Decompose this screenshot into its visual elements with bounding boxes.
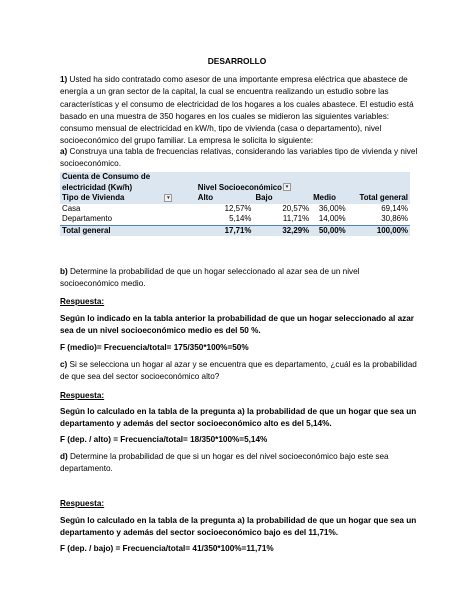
pivot-col-header: Medio	[311, 193, 348, 204]
pivot-header-row-3	[60, 193, 410, 204]
question-d-text: Determine la probabilidad de que si un hogar es del nivel socioeconómico bajo este sea departamento.	[60, 452, 389, 474]
pivot-total-label: Total general	[60, 225, 196, 236]
question-b-letter: b)	[60, 267, 68, 276]
answer-d-text: Según lo calculado en la tabla de la pregunta a) la probabilidad de que un hogar que sea un departamento y además del sector socioeconómico bajo es del 11,71%.	[60, 516, 417, 538]
pivot-row-label: Casa	[62, 203, 81, 213]
pivot-header-row-1	[60, 172, 410, 183]
question-d	[60, 451, 420, 476]
pivot-cell: 20,57%	[282, 203, 310, 213]
answer-c-heading: Respuesta:	[60, 391, 105, 400]
section-title: DESARROLLO	[207, 56, 267, 66]
answer-b-heading: Respuesta:	[60, 297, 105, 306]
question-d-letter: d)	[60, 452, 68, 461]
row-filter-dropdown-icon[interactable]: ▾	[164, 194, 172, 202]
pivot-col-header: Alto	[196, 193, 254, 204]
question-a	[60, 146, 420, 171]
pivot-cell: 36,00%	[318, 203, 346, 213]
pivot-total-cell: 50,00%	[311, 225, 348, 236]
pivot-row-departamento	[60, 214, 410, 225]
question-b	[60, 266, 420, 291]
answer-b-formula: F (medio)= Frecuencia/total= 175/350*100%=50%	[60, 343, 249, 352]
pivot-cell: 30,86%	[381, 214, 408, 223]
pivot-total-cell: 32,29%	[253, 225, 311, 236]
question-c-text: Si se selecciona un hogar al azar y se encuentra que es departamento, ¿cuál es la probabilidad de que sea del sector socioeconómico alto?	[60, 360, 417, 382]
question-b-text: Determine la probabilidad de que un hogar seleccionado al azar sea de un nivel socioeconómico medio.	[60, 267, 360, 289]
question-c	[60, 359, 420, 384]
pivot-row-label: Departamento	[62, 214, 113, 223]
pivot-cell: 69,14%	[381, 203, 408, 213]
question-c-letter: c)	[60, 360, 68, 369]
question-number: 1)	[60, 75, 68, 84]
pivot-table	[60, 172, 410, 236]
pivot-measure-label-2: electricidad (Kw/h)	[60, 183, 196, 194]
pivot-cell: 14,00%	[318, 214, 346, 223]
pivot-header-row-2	[60, 183, 410, 194]
pivot-column-field[interactable]: Nivel Socioeconómico ▾	[196, 183, 311, 194]
pivot-cell: 11,71%	[282, 214, 310, 223]
pivot-total-cell: 17,71%	[196, 225, 254, 236]
pivot-total-row	[60, 225, 410, 236]
column-filter-dropdown-icon[interactable]: ▾	[283, 183, 291, 191]
answer-c-text: Según lo calculado en la tabla de la pregunta a) la probabilidad de que un hogar que sea un departamento y además del sector socioeconómico alto es del 5,14%.	[60, 407, 417, 429]
pivot-row-field[interactable]: Tipo de Vivienda ▾	[60, 193, 196, 204]
answer-c-formula: F (dep. / alto) = Frecuencia/total= 18/350*100%=5,14%	[60, 435, 268, 444]
pivot-measure-label-1: Cuenta de Consumo de	[60, 172, 196, 183]
pivot-cell: 12,57%	[224, 203, 252, 213]
pivot-total-cell: 100,00%	[348, 225, 410, 236]
answer-d-formula: F (dep. / bajo) = Frecuencia/total= 41/350*100%=11,71%	[60, 544, 274, 553]
question-a-text: Construya una tabla de frecuencias relativas, considerando las variables tipo de vivienda y nivel socioeconómico.	[60, 147, 418, 169]
pivot-row-casa	[60, 204, 410, 215]
answer-b-text: Según lo indicado en la tabla anterior la probabilidad de que un hogar seleccionado al azar sea de un nivel socioeconómico medio es del 50 %.	[60, 314, 414, 336]
pivot-col-header: Total general	[348, 193, 410, 204]
pivot-cell: 5,14%	[229, 214, 252, 223]
answer-d-heading: Respuesta:	[60, 499, 105, 508]
intro-text: Usted ha sido contratado como asesor de una importante empresa eléctrica que abastece de energía a un gran sector de la capital, la cual se encuentra realizando un estudio sobre las características y el consumo de electricidad de los hogares a los cuales abastece. El estudio está basado en una muestra de 350 hogares en los cuales se midieron las siguientes variables: consumo mensual de electricidad en kW/h, tipo de vivienda (casa o departamento), nivel socioeconómico del grupo familiar. La empresa le solicita lo siguiente:	[60, 75, 414, 146]
question-a-letter: a)	[60, 147, 68, 156]
intro-paragraph	[60, 74, 420, 148]
pivot-col-header: Bajo	[253, 193, 311, 204]
